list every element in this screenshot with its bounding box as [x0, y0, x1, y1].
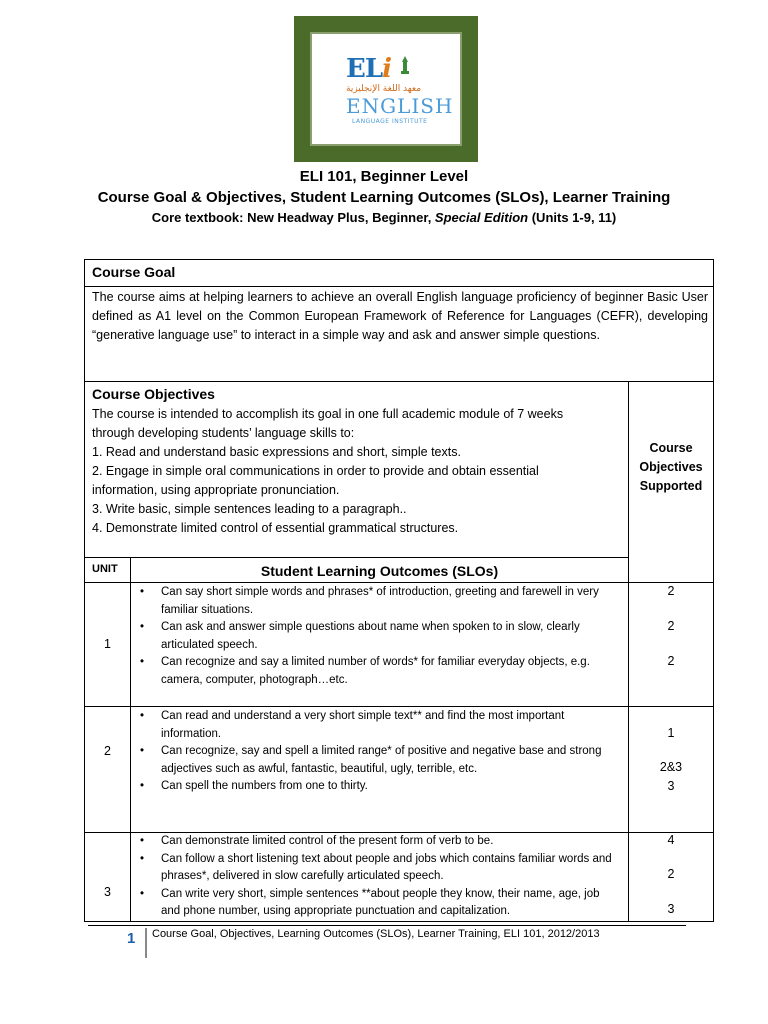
page-number: 1	[127, 930, 136, 947]
institute-logo	[294, 16, 478, 162]
objective-ref-cell	[628, 582, 714, 707]
logo-institute-text: LANGUAGE INSTITUTE	[352, 118, 428, 125]
goal-body-cell	[84, 286, 714, 382]
objectives-line: through developing students’ language skills to:	[92, 426, 355, 440]
footer-page-divider	[145, 928, 147, 958]
slo-header-cell	[130, 557, 629, 583]
logo-eli-text: ELi	[346, 54, 391, 84]
objectives-line: 4. Demonstrate limited control of essential grammatical structures.	[92, 521, 459, 535]
objective-ref: 2&3	[659, 760, 683, 774]
slo-item: • Can say short simple words and phrases* of introduction, greeting and farewell in very familiar situations.	[131, 584, 621, 619]
slo-item: • Can demonstrate limited control of the present form of verb to be.	[131, 833, 621, 851]
slo-item: • Can read and understand a very short simple text** and find the most important information.	[131, 708, 621, 743]
objective-ref: 2	[667, 867, 675, 881]
objectives-heading: Course Objectives	[92, 386, 215, 402]
objectives-line: information, using appropriate pronunciation.	[92, 483, 340, 497]
goal-body: The course aims at helping learners to achieve an overall English language proficiency of beginner Basic User defined as A1 level on the Common European Framework of Reference for Languages (CEFR), developing “generative language use” to interact in a simple way and ask and answer simple questions.	[92, 290, 708, 342]
slo-item: • Can follow a short listening text about people and jobs which contains familiar words and phrases*, delivered in slow carefully articulated speech.	[131, 851, 621, 886]
objectives-line: The course is intended to accomplish its goal in one full academic module of 7 weeks	[92, 407, 564, 421]
slo-item: • Can recognize and say a limited number of words* for familiar everyday objects, e.g. camera, computer, photograph…etc.	[131, 654, 621, 689]
unit-number: 1	[104, 637, 111, 651]
objectives-line: 3. Write basic, simple sentences leading to a paragraph..	[92, 502, 407, 516]
objective-ref: 2	[667, 654, 675, 668]
goal-heading: Course Goal	[92, 264, 176, 280]
unit-header-cell	[84, 557, 131, 583]
objective-ref: 4	[667, 833, 675, 847]
course-title: ELI 101, Beginner Level	[299, 168, 469, 185]
objective-ref: 2	[667, 584, 675, 598]
slo-item: • Can write very short, simple sentences **about people they know, their name, age, job and phone number, using appropriate punctuation and capitalization.	[131, 886, 621, 921]
slo-cell	[130, 706, 629, 833]
unit-cell	[84, 706, 131, 833]
objective-ref-cell	[628, 832, 714, 922]
slo-cell	[130, 582, 629, 707]
objective-ref: 2	[667, 619, 675, 633]
objectives-supported-header: Course Objectives Supported	[628, 381, 714, 583]
unit-number: 3	[104, 885, 111, 899]
slo-item: • Can recognize, say and spell a limited range* of positive and negative base and strong adjectives such as awful, fantastic, beautiful, ugly, terrible, etc.	[131, 743, 621, 778]
goal-heading-cell	[84, 259, 714, 287]
objective-ref: 1	[667, 726, 675, 740]
slo-item: • Can spell the numbers from one to thirty.	[131, 778, 621, 796]
logo-english-text: ENGLISH	[346, 94, 454, 118]
objectives-cell	[84, 381, 629, 558]
document-subtitle: Course Goal & Objectives, Student Learning Outcomes (SLOs), Learner Training	[97, 189, 671, 206]
objective-ref: 3	[667, 902, 675, 916]
textbook-line: Core textbook: New Headway Plus, Beginner, Special Edition (Units 1-9, 11)	[151, 210, 617, 225]
objective-ref: 3	[667, 779, 675, 793]
unit-cell	[84, 582, 131, 707]
footer-divider	[88, 925, 686, 926]
tower-icon	[400, 56, 410, 74]
unit-header: UNIT	[92, 563, 118, 575]
unit-number: 2	[104, 744, 111, 758]
slo-header: Student Learning Outcomes (SLOs)	[260, 563, 499, 579]
slo-cell	[130, 832, 629, 922]
objectives-line: 1. Read and understand basic expressions and short, simple texts.	[92, 445, 461, 459]
footer-text: Course Goal, Objectives, Learning Outcomes (SLOs), Learner Training, ELI 101, 2012/2013	[152, 928, 600, 940]
slo-item: • Can ask and answer simple questions about name when spoken to in slow, clearly articulated speech.	[131, 619, 621, 654]
logo-arabic-text: معهد اللغة الإنجليزية	[346, 84, 422, 94]
objectives-line: 2. Engage in simple oral communications in order to provide and obtain essential	[92, 464, 539, 478]
unit-cell	[84, 832, 131, 922]
objective-ref-cell	[628, 706, 714, 833]
